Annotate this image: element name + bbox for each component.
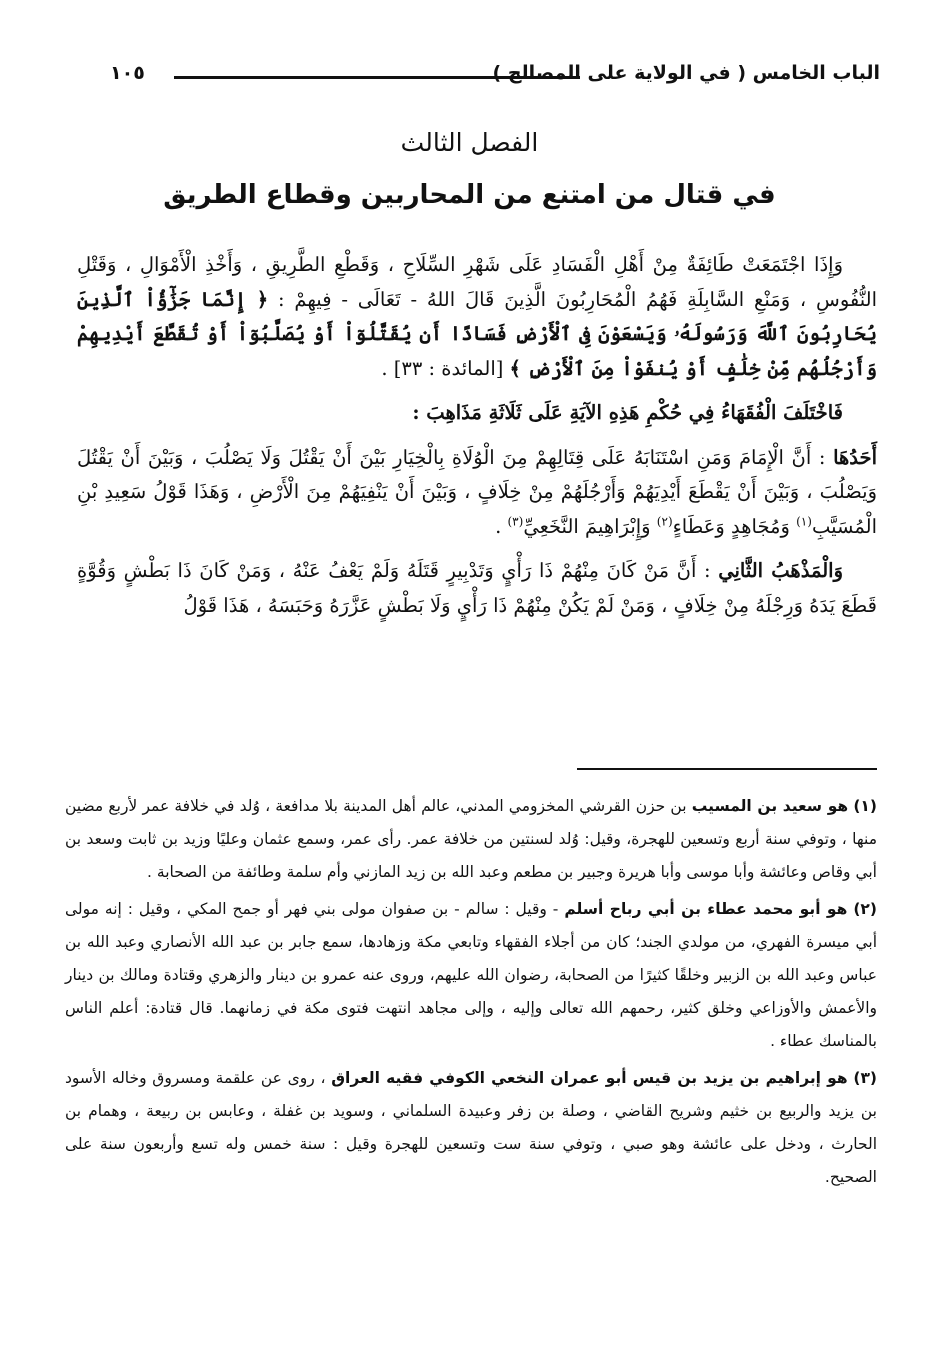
footnote-ref-3[interactable]: (٣) xyxy=(507,514,524,528)
disagreement-text: فَاخْتَلَفَ الْفُقَهَاءُ فِي حُكْمِ هَذِهِ الآيَةِ عَلَى ثَلَاثَةِ مَذَاهِبَ : xyxy=(412,401,843,424)
footnote-ref-1[interactable]: (١) xyxy=(796,514,812,528)
footnote-separator xyxy=(577,768,877,770)
first-opinion-end: . xyxy=(495,514,502,538)
intro-text: وَإِذَا اجْتَمَعَتْ طَائِفَةٌ مِنْ أَهْلِ الْفَسَادِ عَلَى شَهْرِ السِّلَاحِ ، وَقَطْعِ الطَّرِيقِ ، وَأَخْذِ الْأَمْوَالِ ، وَقَتْلِ النُّفُوسِ ، وَمَنْعِ السَّابِلَةِ فَهُمُ الْمُحَارِبُونَ الَّذِينَ قَالَ اللهُ - تَعَالَى - فِيهِمْ : xyxy=(77,253,878,311)
first-opinion-mujahid: وَمُجَاهِدٍ وَعَطَاءٍ xyxy=(672,514,790,538)
running-header xyxy=(110,58,880,94)
footnotes xyxy=(65,790,877,1198)
footnote-ref-2[interactable]: (٢) xyxy=(656,514,673,528)
footnote-text: ، روى عن علقمة ومسروق وخاله الأسود بن يزيد والربيع بن خثيم وشريح القاضي ، وصلة بن زفر وعبيدة السلماني ، وسويد بن غفلة ، وعابس بن ربيعة ، وهمام بن الحارث ، ودخل على عائشة وهو صبي ، وتوفي سنة ست وتسعين للهجرة وقيل : سنة خمس وله تسع وأربعون سنة على الصحيح. xyxy=(65,1069,877,1186)
section-label: الفصل الثالث xyxy=(400,128,539,157)
footnote-subject: هو أبو محمد عطاء بن أبي رباح أسلم xyxy=(564,900,848,918)
footnote-3 xyxy=(65,1062,877,1194)
footnote-number: (١) xyxy=(853,797,877,815)
intro-paragraph xyxy=(77,248,877,386)
second-opinion-label: وَالْمَذْهَبُ الثَّانِي xyxy=(718,559,844,582)
first-opinion-paragraph xyxy=(77,441,877,545)
verse-reference: [المائدة : ٣٣] . xyxy=(381,356,504,380)
footnote-2 xyxy=(65,893,877,1058)
footnote-text: - وقيل : سالم - بن صفوان مولى بني فهر أو جمح المكي ، وقيل : إنه مولى أبي ميسرة الفهري، من مولدي الجند؛ كان من أجلاء الفقهاء وتابعي مكة وزهادها، سمع جابر بن عبد الله الأنصاري وعبد الله بن عباس وعبد الله بن الزبير وخلقًا كثيرًا من الصحابة، رضوان الله عليهم، وروى عنه عمرو بن دينار والزهري وقتادة ومالك بن دينار والأعمش والأوزاعي وخلق كثير، رحمهم الله تعالى وإليه ، وإلى مجاهد انتهت فتوى مكة في زمانهما. قال قتادة: أعلم الناس بالمناسك عطاء . xyxy=(65,900,877,1050)
quran-verse: ﴿ إِنَّمَا جَزَٰٓؤُاْ ٱلَّذِينَ يُحَارِبُونَ ٱللَّهَ وَرَسُولَهُۥ وَيَسْعَوْنَ فِى ٱلْأَرْضِ فَسَادًا أَن يُقَتَّلُوٓاْ أَوْ يُصَلَّبُوٓاْ أَوْ تُقَطَّعَ أَيْدِيهِمْ وَأَرْجُلُهُم مِّنْ خِلَٰفٍ أَوْ يُنفَوْاْ مِنَ ٱلْأَرْضِ ﴾ xyxy=(77,287,877,380)
footnote-text: بن حزن القرشي المخزومي المدني، عالم أهل المدينة بلا مدافعة ، وُلد في خلافة عمر لأربع مضين منها ، وتوفي سنة أربع وتسعين للهجرة، وقيل: وُلد لسنتين من خلافة عمر. رأى عمر، وسمع عثمان وعليًا وزيد بن ثابت وسعد بن أبي وقاص وعائشة وأبا موسى وأبا هريرة وجبير بن مطعم وعبد الله بن زيد المازني وأم سلمة وطائفة من الصحابة . xyxy=(65,797,877,881)
second-opinion-paragraph xyxy=(77,554,877,623)
footnote-subject: هو إبراهيم بن يزيد بن قيس أبو عمران النخعي الكوفي فقيه العراق xyxy=(331,1069,848,1087)
main-text xyxy=(77,248,877,633)
header-rule xyxy=(174,76,580,79)
section-title: في قتال من امتنع من المحاربين وقطاع الطريق xyxy=(163,180,776,210)
first-opinion-text: : أَنَّ الْإِمَامَ وَمَنِ اسْتَنَابَهُ عَلَى قِتَالِهِمْ مِنَ الْوُلَاةِ بِالْخِيَارِ بَيْنَ أَنْ يَقْتُلَ وَلَا يَصْلُبَ ، وَبَيْنَ أَنْ يَقْتُلَ وَيَصْلُبَ ، وَبَيْنَ أَنْ يَقْطَعَ أَيْدِيَهُمْ وَأَرْجُلَهُمْ مِنْ خِلَافٍ ، وَبَيْنَ أَنْ يَنْفِيَهُمْ مِنَ الْأَرْضِ ، وَهَذَا قَوْلُ سَعِيدِ بْنِ الْمُسَيَّبِ xyxy=(77,445,877,538)
header-chapter-title: الباب الخامس ( في الولاية على المصالح ) xyxy=(492,62,880,84)
footnote-1 xyxy=(65,790,877,889)
page-number: ١٠٥ xyxy=(110,62,145,84)
first-opinion-ibrahim: وَإِبْرَاهِيمَ النَّخَعِيِّ xyxy=(523,514,651,538)
first-opinion-label: أَحَدُهَا xyxy=(833,445,877,469)
disagreement-paragraph xyxy=(77,396,877,431)
footnote-number: (٢) xyxy=(853,900,877,918)
footnote-number: (٣) xyxy=(853,1069,877,1087)
footnote-subject: هو سعيد بن المسيب xyxy=(691,797,849,815)
second-opinion-text: : أَنَّ مَنْ كَانَ مِنْهُمْ ذَا رَأْيٍ وَتَدْبِيرٍ قَتَلَهُ وَلَمْ يَعْفُ عَنْهُ ، وَمَنْ كَانَ ذَا بَطْشٍ وَقُوَّةٍ قَطَعَ يَدَهُ وَرِجْلَهُ مِنْ خِلَافٍ ، وَمَنْ لَمْ يَكُنْ مِنْهُمْ ذَا رَأْيٍ وَلَا بَطْشٍ عَزَّرَهُ وَحَبَسَهُ ، هَذَا قَوْلُ xyxy=(77,559,877,617)
